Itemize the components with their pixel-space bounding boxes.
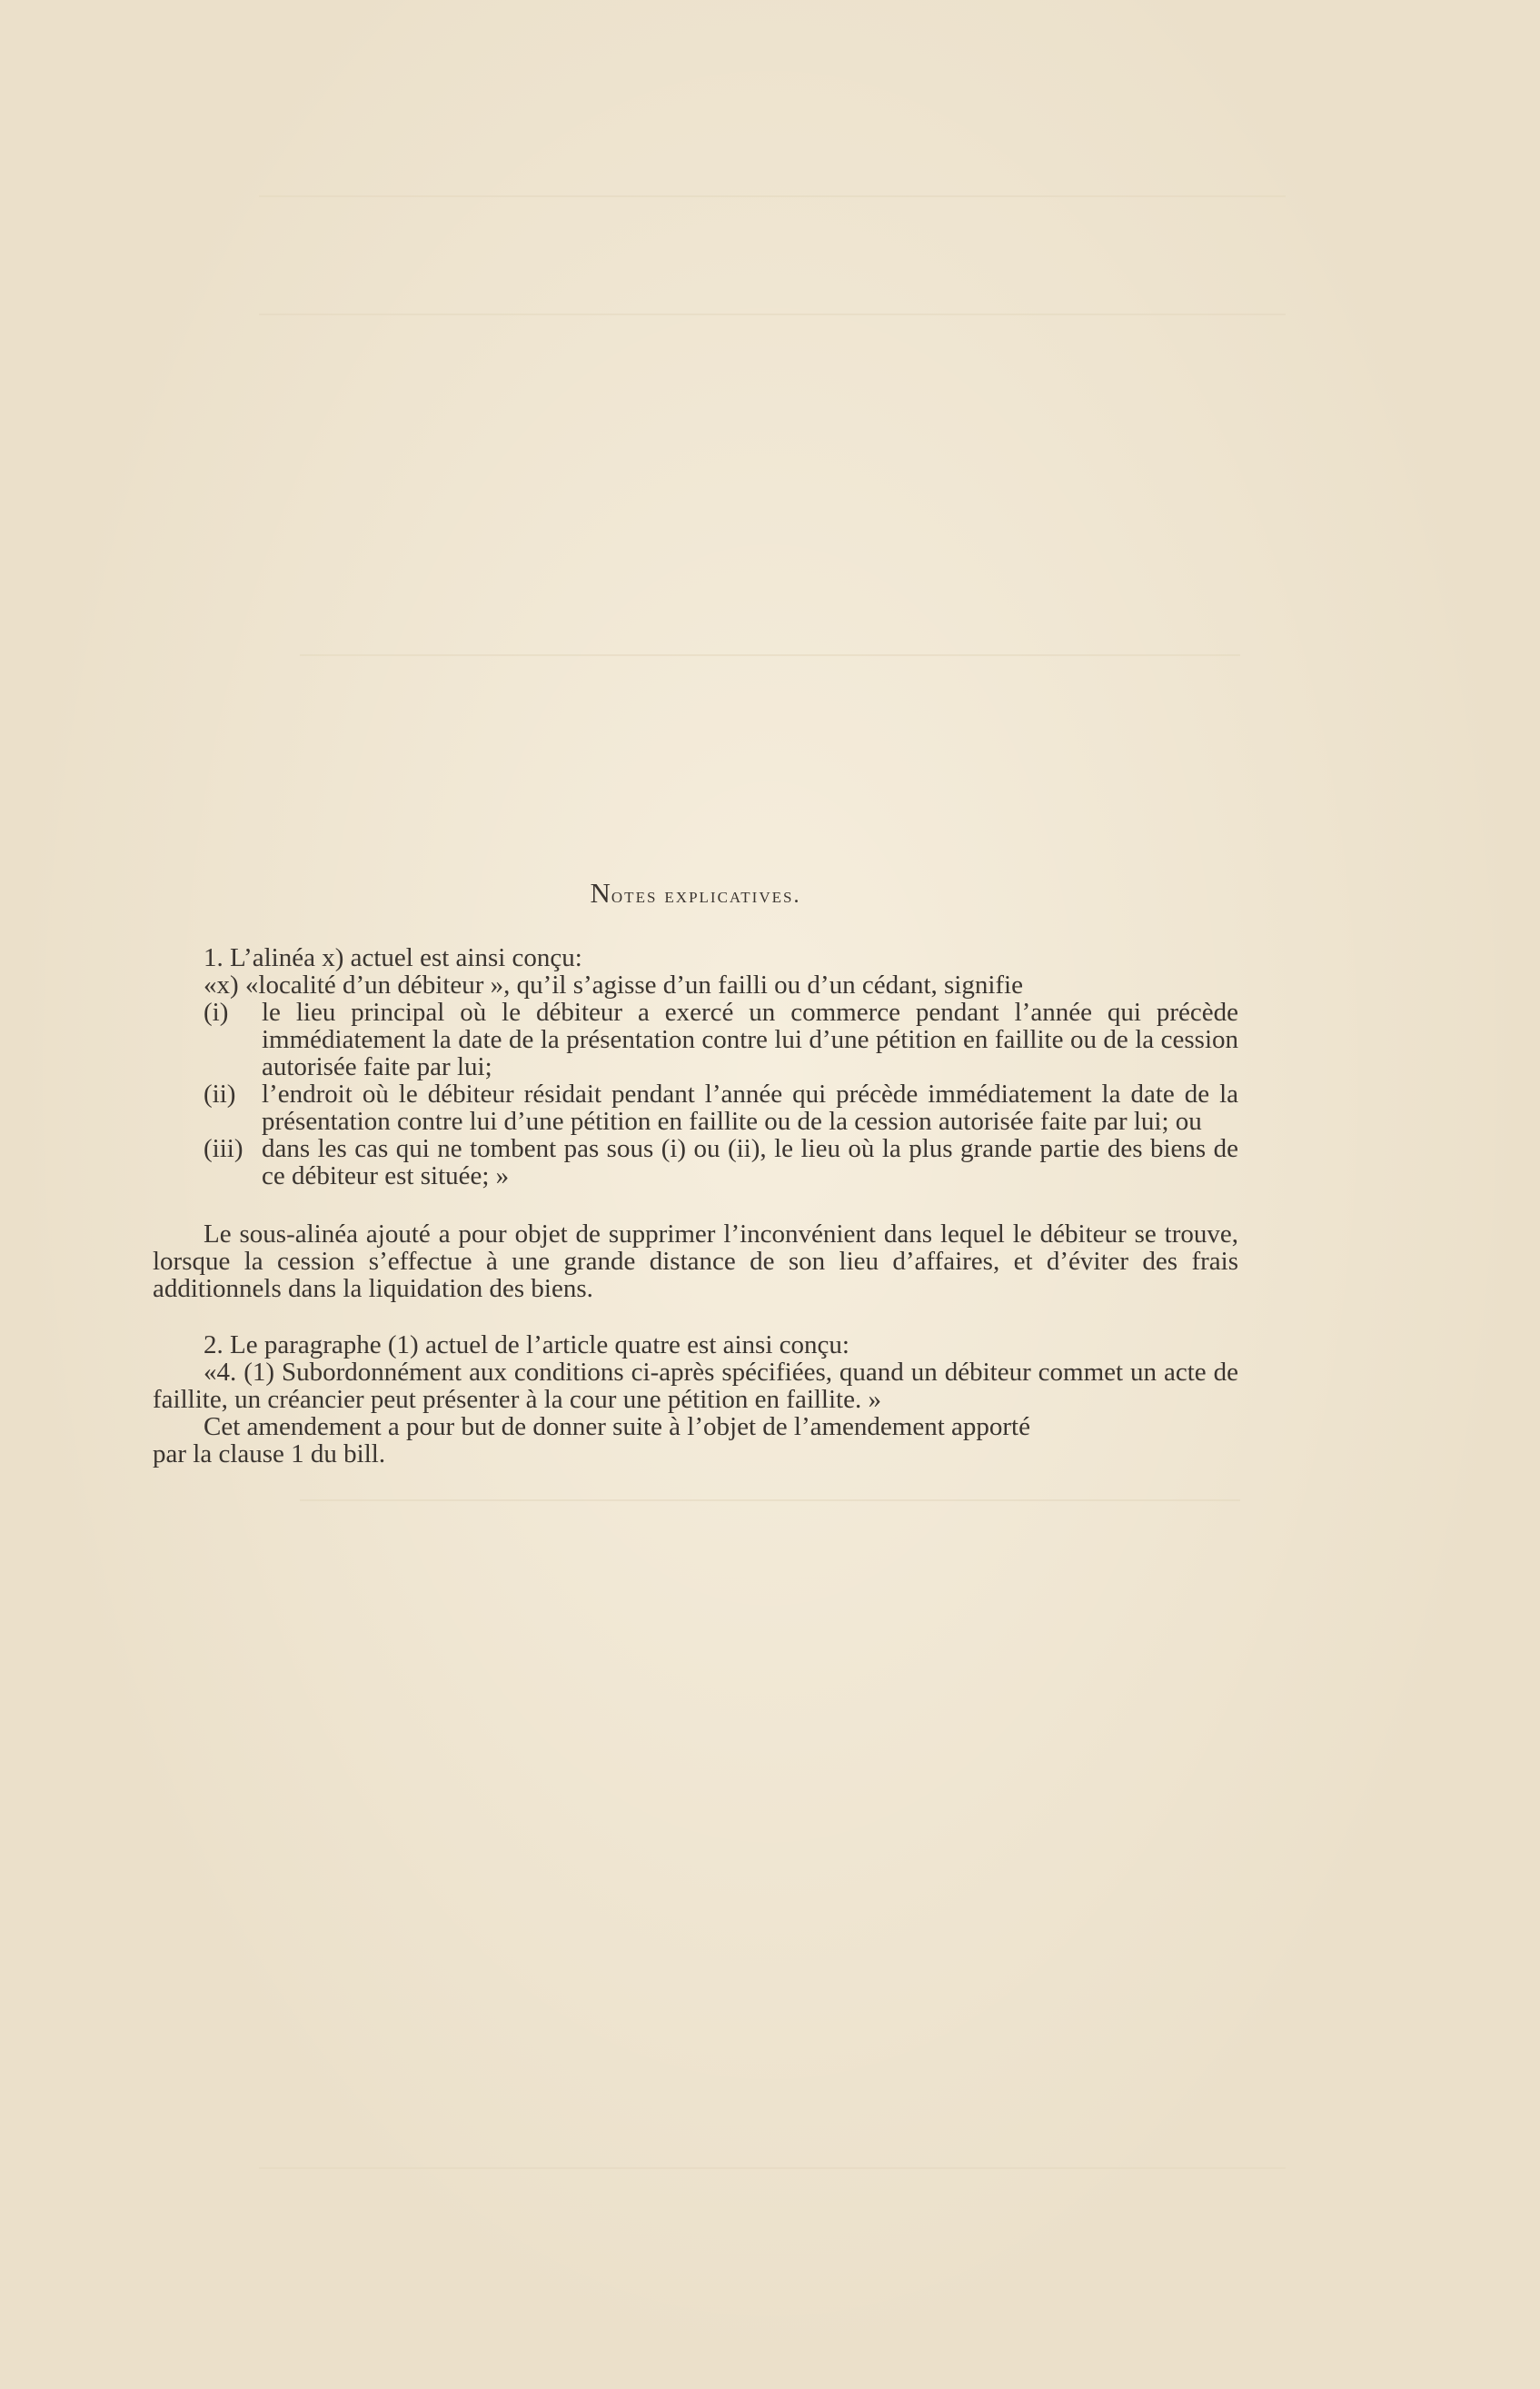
item-text: l’endroit où le débiteur résidait pendant l’année qui précède immédiatement la date de la présentation contre lui d’une pétition en faillite ou de la cession autorisée faite par lui; ou — [262, 1080, 1238, 1136]
section1-intro: 1. L’alinéa x) actuel est ainsi conçu: — [204, 943, 582, 972]
item-number: (iii) — [204, 1134, 243, 1163]
heading-rest: otes explicatives. — [611, 884, 801, 908]
section1-item-ii — [204, 1080, 1238, 1135]
bleed-rule — [300, 654, 1240, 656]
section2-explanation-end: par la clause 1 du bill. — [153, 1439, 386, 1468]
heading-initial: N — [590, 877, 611, 909]
section1-explanation: Le sous-alinéa ajouté a pour objet de supprimer l’inconvénient dans lequel le débiteur se trouve, lorsque la cession s’effectue à une grande distance de son lieu d’affaires, et d’éviter des frais additionnels dans la liquidation des biens. — [153, 1219, 1238, 1303]
section2-explanation-start: Cet amendement a pour but de donner suite à l’objet de l’amendement apporté — [204, 1412, 1030, 1441]
section1-quote-start: «x) «localité d’un débiteur », qu’il s’agisse d’un failli ou d’un cédant, signifie — [204, 971, 1023, 1000]
item-number: (i) — [204, 998, 229, 1027]
section1-item-iii — [204, 1135, 1238, 1190]
bleed-rule — [259, 2167, 1286, 2169]
section2-quote: «4. (1) Subordonnément aux conditions ci-après spécifiées, quand un débiteur commet un acte de faillite, un créancier peut présenter à la cour une pétition en faillite. » — [153, 1358, 1238, 1414]
bleed-rule — [300, 1499, 1240, 1501]
item-text: dans les cas qui ne tombent pas sous (i) ou (ii), le lieu où la plus grande partie des biens de ce débiteur est située; » — [262, 1134, 1238, 1190]
explanatory-notes — [153, 877, 1238, 1468]
section2-intro: 2. Le paragraphe (1) actuel de l’article quatre est ainsi conçu: — [204, 1330, 849, 1359]
notes-heading — [153, 877, 1238, 910]
section1-item-i — [204, 999, 1238, 1080]
item-number: (ii) — [204, 1080, 236, 1109]
bleed-rule — [259, 195, 1286, 197]
bleed-rule — [259, 314, 1286, 315]
item-text: le lieu principal où le débiteur a exercé un commerce pendant l’année qui précède immédiatement la date de la présentation contre lui d’une pétition en faillite ou de la cession autorisée faite par lui; — [262, 998, 1238, 1081]
